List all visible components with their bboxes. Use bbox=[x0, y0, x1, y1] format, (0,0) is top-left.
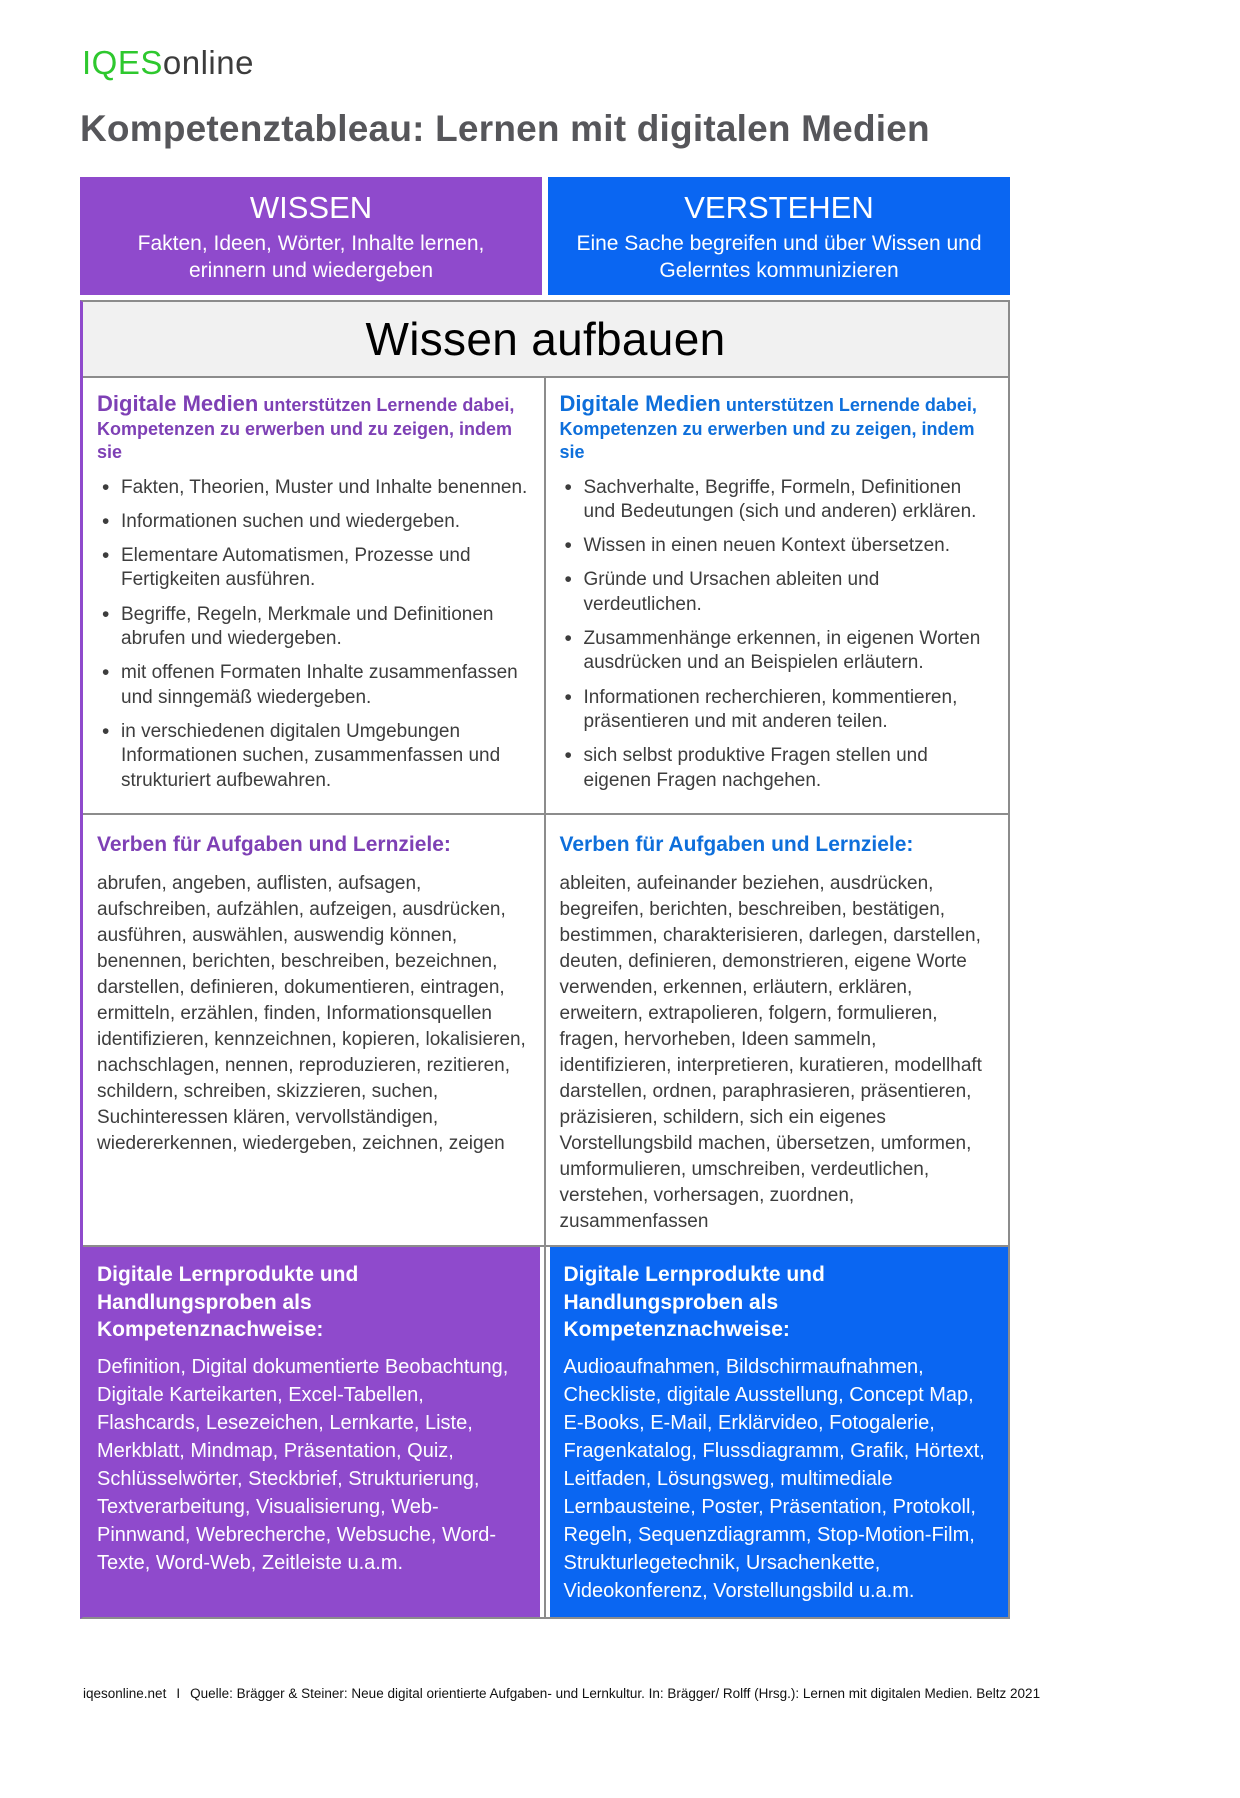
bullet-item: • Sachverhalte, Begriffe, Formeln, Definitionen und Bedeutungen (sich und anderen) erklären. bbox=[560, 476, 993, 525]
bullet-item: • in verschiedenen digitalen Umgebungen Informationen suchen, zusammenfassen und strukturiert aufbewahren. bbox=[97, 720, 528, 793]
wissen-verben-cell bbox=[83, 815, 546, 1246]
page-title: Kompetenztableau: Lernen mit digitalen Medien bbox=[80, 108, 930, 149]
bullet-item: • Informationen recherchieren, kommentieren, präsentieren und mit anderen teilen. bbox=[560, 686, 993, 735]
digitale-medien-row bbox=[83, 378, 1008, 815]
wissen-header-title: WISSEN bbox=[249, 190, 373, 225]
verstehen-header-subtitle: Eine Sache begreifen und über Wissen und Gelerntes kommunizieren bbox=[576, 232, 982, 283]
verstehen-lernprodukte-fill bbox=[550, 1247, 1009, 1617]
wissen-lernprodukte-text: Definition, Digital dokumentierte Beobachtung, Digitale Karteikarten, Excel-Tabellen, Flashcards, Lesezeichen, Lernkarte, Liste, Merkblatt, Mindmap, Präsentation, Quiz, Schlüsselwörter, Steckbrief, Strukturierung, Textverarbeitung, Visualisierung, Web-Pinnwand, Webrecherche, Websuche, Word-Texte, Word-Web, Zeitleiste u.a.m. bbox=[97, 1356, 509, 1575]
verstehen-lernprodukte-cell bbox=[546, 1247, 1009, 1617]
footer-separator: I bbox=[176, 1686, 181, 1701]
document-page bbox=[0, 44, 1240, 1798]
bullet-item: • sich selbst produktive Fragen stellen und eigenen Fragen nachgehen. bbox=[560, 744, 993, 793]
wissen-digitale-medien-heading bbox=[97, 390, 528, 464]
bullet-item: • Wissen in einen neuen Kontext übersetzen. bbox=[560, 534, 993, 558]
bullet-item: • mit offenen Formaten Inhalte zusammenfassen und sinngemäß wiedergeben. bbox=[97, 661, 528, 710]
wissen-verben-text: abrufen, angeben, auflisten, aufsagen, aufschreiben, aufzählen, aufzeigen, ausdrücken, ausführen, auswählen, auswendig können, benennen, berichten, beschreiben, bezeichnen, darstellen, definieren, dokumentieren, eintragen, ermitteln, erzählen, finden, Informationsquellen identifizieren, kennzeichnen, kopieren, lokalisieren, nachschlagen, nennen, reproduzieren, rezitieren, schildern, schreiben, skizzieren, suchen, Suchinteressen klären, vervollständigen, wiedererkennen, wiedergeben, zeichnen, zeigen bbox=[97, 873, 526, 1155]
competency-table bbox=[80, 177, 1010, 1619]
table-body bbox=[80, 300, 1010, 1619]
bullet-item: • Informationen suchen und wiedergeben. bbox=[97, 510, 528, 534]
bullet-item: • Elementare Automatismen, Prozesse und Fertigkeiten ausführen. bbox=[97, 544, 528, 593]
bullet-item: • Fakten, Theorien, Muster und Inhalte benennen. bbox=[97, 476, 528, 500]
footer bbox=[83, 1686, 1040, 1701]
footer-source: Quelle: Brägger & Steiner: Neue digital orientierte Aufgaben- und Lernkultur. In: Brägger/ Rolff (Hrsg.): Lernen mit digitalen Medien. Beltz 2021 bbox=[190, 1686, 1041, 1701]
verstehen-bullet-list bbox=[560, 476, 993, 793]
verstehen-digitale-medien-cell bbox=[546, 378, 1009, 813]
heading-rest: unterstützen Lernende dabei, Kompetenzen zu erwerben und zu zeigen, indem sie bbox=[559, 395, 977, 462]
verstehen-verben-text: ableiten, aufeinander beziehen, ausdrücken, begreifen, berichten, beschreiben, bestätigen, bestimmen, charakterisieren, darlegen, darstellen, deuten, definieren, demonstrieren, eigene Worte verwenden, erkennen, erläutern, erklären, erweitern, extrapolieren, folgern, formulieren, fragen, hervorheben, Ideen sammeln, identifizieren, interpretieren, kuratieren, modellhaft darstellen, ordnen, paraphrasieren, präsentieren, präzisieren, schildern, sich ein eigenes Vorstellungsbild machen, übersetzen, umformen, umformulieren, umschreiben, verdeutlichen, verstehen, vorhersagen, zuordnen, zusammenfassen bbox=[559, 873, 982, 1233]
verstehen-lernprodukte-heading: Digitale Lernprodukte und Handlungsproben als Kompetenznachweise: bbox=[563, 1263, 825, 1342]
wissen-lernprodukte-fill bbox=[83, 1247, 540, 1617]
verstehen-verben-heading: Verben für Aufgaben und Lernziele: bbox=[559, 832, 914, 856]
logo-brand-text: IQES bbox=[82, 44, 163, 81]
verstehen-lernprodukte-text: Audioaufnahmen, Bildschirmaufnahmen, Checkliste, digitale Ausstellung, Concept Map, E-Books, E-Mail, Erklärvideo, Fotogalerie, Fragenkatalog, Flussdiagramm, Grafik, Hörtext, Leitfaden, Lösungsweg, multimediale Lernbausteine, Poster, Präsentation, Protokoll, Regeln, Sequenzdiagramm, Stop-Motion-Film, Strukturlegetechnik, Ursachenkette, Videokonferenz, Vorstellungsbild u.a.m. bbox=[563, 1356, 985, 1603]
wissen-header-subtitle: Fakten, Ideen, Wörter, Inhalte lernen, erinnern und wiedergeben bbox=[137, 232, 485, 283]
section-banner bbox=[83, 302, 1008, 378]
heading-lead: Digitale Medien bbox=[97, 391, 259, 416]
section-banner-text: Wissen aufbauen bbox=[365, 313, 726, 365]
table-header-row bbox=[80, 177, 1010, 295]
verstehen-header-title: VERSTEHEN bbox=[684, 190, 874, 225]
wissen-lernprodukte-heading: Digitale Lernprodukte und Handlungsproben als Kompetenznachweise: bbox=[97, 1263, 359, 1342]
wissen-lernprodukte-cell bbox=[83, 1247, 546, 1617]
verstehen-digitale-medien-heading bbox=[560, 390, 993, 464]
bullet-item: • Zusammenhänge erkennen, in eigenen Worten ausdrücken und an Beispielen erläutern. bbox=[560, 627, 993, 676]
verben-row bbox=[83, 815, 1008, 1248]
heading-lead: Digitale Medien bbox=[559, 391, 721, 416]
iqes-logo bbox=[82, 44, 1240, 82]
bullet-item: • Gründe und Ursachen ableiten und verdeutlichen. bbox=[560, 568, 993, 617]
verstehen-verben-cell bbox=[546, 815, 1009, 1246]
footer-site: iqesonline.net bbox=[83, 1686, 167, 1701]
wissen-header-cell bbox=[80, 177, 542, 295]
wissen-verben-heading: Verben für Aufgaben und Lernziele: bbox=[97, 832, 451, 856]
heading-rest: unterstützen Lernende dabei, Kompetenzen zu erwerben und zu zeigen, indem sie bbox=[97, 395, 515, 462]
bullet-item: • Begriffe, Regeln, Merkmale und Definitionen abrufen und wiedergeben. bbox=[97, 603, 528, 652]
wissen-bullet-list bbox=[97, 476, 528, 793]
lernprodukte-row bbox=[83, 1247, 1008, 1617]
wissen-digitale-medien-cell bbox=[83, 378, 546, 813]
logo-suffix-text: online bbox=[162, 44, 254, 81]
verstehen-header-cell bbox=[548, 177, 1010, 295]
